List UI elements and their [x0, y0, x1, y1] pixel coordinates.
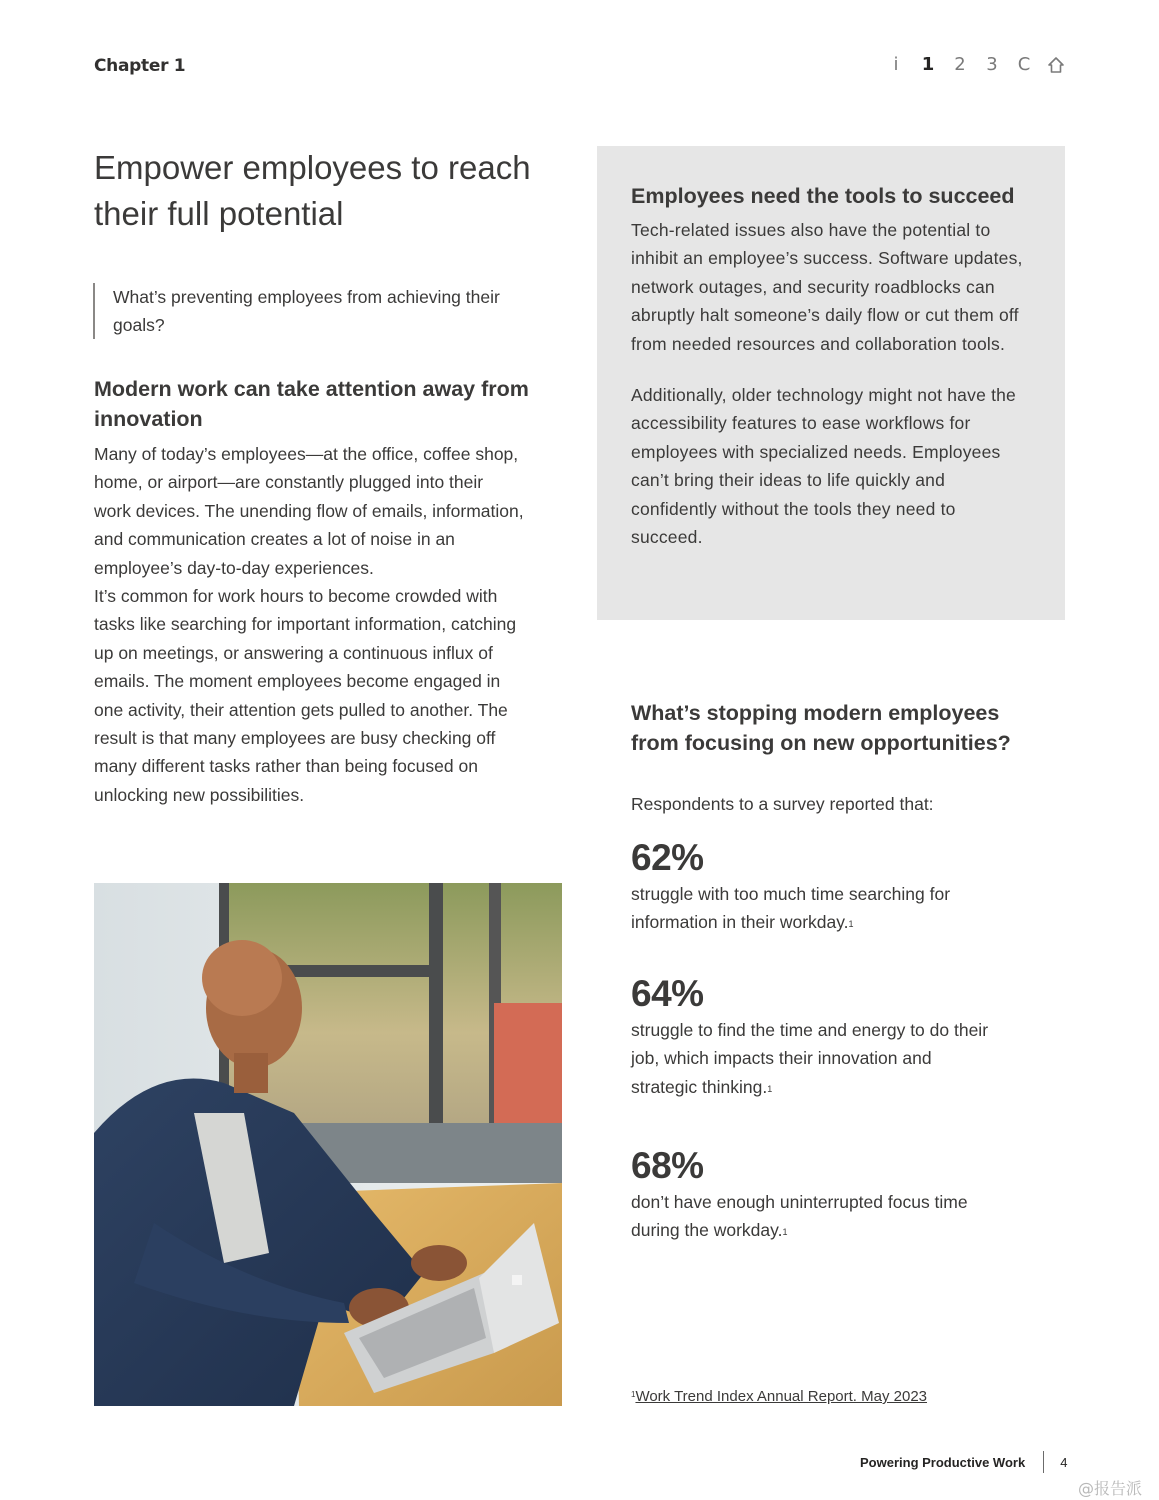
nav-item-chapter-1[interactable]: 1 [921, 54, 935, 75]
watermark: @报告派 [1078, 1479, 1143, 1498]
stats-heading: What’s stopping modern employees from focusing on new opportunities? [631, 701, 1011, 755]
body-paragraph: It’s common for work hours to become crowded with tasks like searching for important information, catching up on meetings, or answering a continuous influx of emails. The moment employees become engaged in one activity, their attention gets pulled to another. The result is that many employees are busy checking off many different tasks rather than being focused on unlocking new possibilities. [94, 586, 517, 805]
chapter-nav [880, 54, 1072, 75]
stats-intro: Respondents to a survey reported that: [631, 794, 934, 814]
footnote-marker[interactable]: 1 [767, 1083, 773, 1094]
page-footer [860, 1451, 1067, 1473]
stat-description [631, 1016, 991, 1101]
nav-item-conclusion[interactable]: C [1017, 54, 1031, 75]
stat-description-text: struggle with too much time searching for information in their workday. [631, 884, 951, 933]
callout-paragraph: Additionally, older technology might not have the accessibility features to ease workflows for employees with specialized needs. Employees can’t bring their ideas to life quickly and confidently without the tools they need to succeed. [631, 385, 1016, 548]
photo-illustration [94, 883, 562, 1406]
footnote-marker[interactable]: 1 [848, 919, 854, 930]
nav-item-chapter-3[interactable]: 3 [986, 54, 998, 75]
stat-description-text: don’t have enough uninterrupted focus time during the workday. [631, 1192, 968, 1241]
stat-item [631, 972, 991, 1101]
footer-divider [1043, 1451, 1044, 1473]
body-paragraph: Many of today’s employees—at the office, coffee shop, home, or airport—are constantly plugged into their work devices. The unending flow of emails, information, and communication creates a lot of noise in an employee’s day-to-day experiences. [94, 444, 524, 578]
page-title: Empower employees to reach their full potential [94, 149, 531, 232]
footnote-number: 1 [631, 1390, 636, 1399]
nav-item-chapter-2[interactable]: 2 [954, 54, 966, 75]
stat-value: 68% [631, 1145, 704, 1186]
callout-paragraph: Tech-related issues also have the potential to inhibit an employee’s success. Software updates, network outages, and security roadblocks can abruptly halt someone’s daily flow or cut them off from needed resources and collaboration tools. [631, 220, 1023, 354]
stat-description-text: struggle to find the time and energy to do their job, which impacts their innovation and strategic thinking. [631, 1020, 989, 1097]
stat-description [631, 880, 991, 937]
callout-body [631, 216, 1031, 574]
employee-photo [94, 883, 562, 1406]
stat-item [631, 836, 991, 937]
callout-title: Employees need the tools to succeed [631, 184, 1015, 208]
stat-value: 62% [631, 837, 704, 878]
home-icon [1046, 55, 1066, 75]
footnote-source-link[interactable]: Work Trend Index Annual Report. May 2023 [635, 1388, 928, 1405]
body-text [94, 440, 524, 809]
nav-item-intro[interactable]: i [893, 54, 899, 75]
chapter-label: Chapter 1 [94, 56, 186, 76]
footnote [631, 1388, 927, 1405]
document-title: Powering Productive Work [860, 1454, 1026, 1470]
home-button[interactable] [1040, 55, 1072, 75]
stat-description [631, 1188, 991, 1245]
section-heading: Modern work can take attention away from innovation [94, 377, 529, 431]
stat-value: 64% [631, 973, 704, 1014]
page-number: 4 [1060, 1454, 1068, 1470]
footnote-marker[interactable]: 1 [782, 1227, 788, 1238]
pullquote: What’s preventing employees from achieving their goals? [93, 283, 513, 339]
stat-item [631, 1144, 991, 1245]
